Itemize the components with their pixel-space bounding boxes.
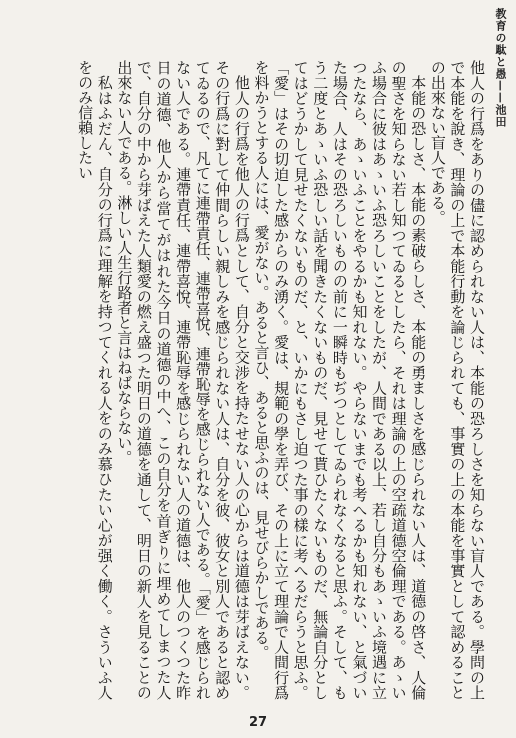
page-number: 27	[248, 715, 268, 730]
paragraph: 他人の行爲を他人の行爲として、自分と交涉を持たせない人の心からは道德は芽ばえない。その行爲に對して仲間らしい親しみを感じられない人は、自分を彼、彼女と別人であると認めてゐるので、凡てに連帶責任、連帶喜悅、連帶恥辱を感じられない人である。「愛」を感じられない人である。連帶責任、連帶喜悅、連帶恥辱を感じられない人の道德は、他人のつくつた昨日の道德、他人から當てがはれた今日の道德の中へ、この自分を首ぎりに埋めてしまつた人で、自分の中から芽ばえた人類愛の燃え盛つた明日の道德を通して、明日の新人を見ることの出來ない人である。淋しい人生行路者と言はねばならない。	[115, 60, 251, 700]
running-header: 教育の駄と愚——池田	[494, 8, 507, 128]
paragraph: 私はふだん、自分の行爲に理解を持つてくれる人をのみ慕ひたい心が强く働く。さういふ人をのみ信賴したい	[76, 60, 114, 700]
body-text	[16, 60, 486, 700]
paragraph: 他人の行爲をありの儘に認められない人は、本能の恐ろしさを知らない盲人である。學問の上で本能を說き、理論の上で本能行動を論じられても、事實の上の本能を事實として認めることの出來ない盲人である。	[428, 60, 486, 700]
paragraph: 本能の恐しさ、本能の素破らしさ、本能の勇ましさを感じられない人は、道德の啓さ、人倫の聖さを知らない若し知つてゐるとしたら、それは理論の上の空疏道德空倫理である。あゝいふ場合に彼はあゝいふ恐ろしいことをしたが、人間である以上、若し自分もあゝいふ境遇に立つたなら、あゝいふことをやるかも知れない。やらないまでも考へるかも知れない、と氣づいた場合、人はその恐ろしいものの前に一瞬時もぢつとしてゐられなくなると思ふ。そして、もう二度とあゝいふ恐しい話を聞きたくないものだ、見せて貰ひたくないものだ、無論自分としてはどうかして見せたくないものだ、と、いかにもさし迫つた事の樣に考へるだらうと思ふ。「愛」はその切迫した感からのみ湧く。愛は、規範の學を弄び、その上に立て理論で人間行爲を料かうとする人には、愛がない。あると言ひ、あると思ふのは、見せびらかしである。	[252, 60, 428, 700]
